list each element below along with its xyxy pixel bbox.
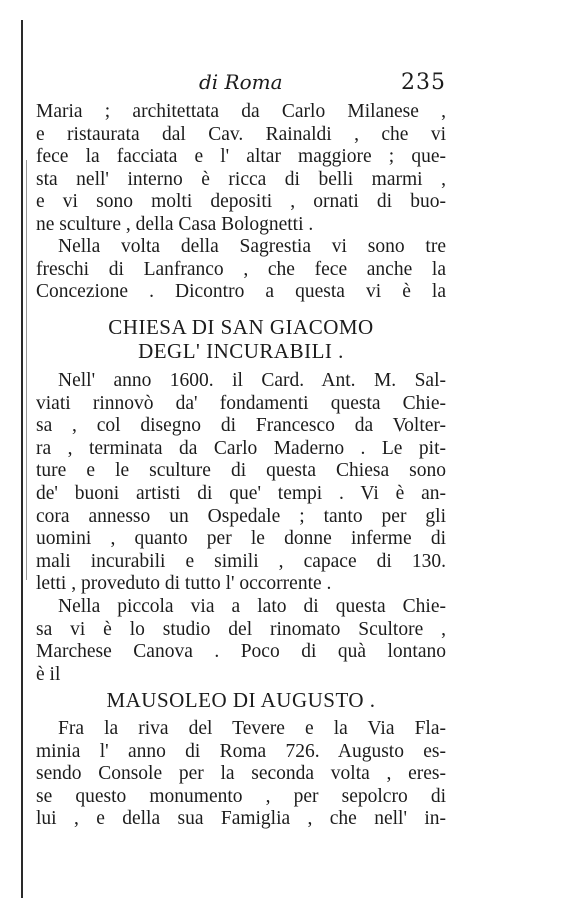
section-heading-san-giacomo — [36, 315, 446, 363]
text-line: de' buoni artisti di que' tempi . Vi è an- — [36, 482, 446, 504]
running-head — [36, 70, 446, 104]
text-line: uomini , quanto per le donne inferme di — [36, 528, 446, 550]
text-line: freschi di Lanfranco , che fece anche la — [36, 258, 446, 280]
paragraph-santa-maria-continuation — [36, 101, 446, 237]
text-line: letti , proveduto di tutto l' occorrente . — [36, 573, 332, 595]
paragraph-sagrestia — [36, 236, 446, 304]
heading-line: CHIESA DI SAN GIACOMO — [108, 315, 374, 339]
text-line: e ristaurata dal Cav. Rainaldi , che vi — [36, 123, 446, 145]
running-head-title: di Roma — [199, 70, 283, 94]
text-line: Marchese Canova . Poco di quà lontano — [36, 641, 446, 663]
text-line: Maria ; architettata da Carlo Milanese , — [36, 101, 446, 122]
text-line: Nell' anno 1600. il Card. Ant. M. Sal- — [58, 370, 446, 391]
text-line: sa , col disegno di Francesco da Volter- — [36, 415, 446, 437]
page-gutter-edge — [21, 20, 23, 898]
text-line: Fra la riva del Tevere e la Via Fla- — [58, 718, 446, 739]
text-line: fece la facciata e l' altar maggiore ; que- — [36, 146, 446, 168]
text-line: cora annesso un Ospedale ; tanto per gli — [36, 505, 446, 527]
page-gutter-shadow — [26, 160, 27, 580]
text-line: sta nell' interno è ricca di belli marmi , — [36, 168, 446, 190]
text-line: sendo Console per la seconda volta , eres- — [36, 763, 446, 785]
text-line: ture e le sculture di questa Chiesa sono — [36, 460, 446, 482]
text-line: è il — [36, 663, 61, 685]
text-line: ne sculture , della Casa Bolognetti . — [36, 213, 314, 235]
text-line: Nella piccola via a lato di questa Chie- — [58, 596, 446, 617]
paragraph-canova-studio — [36, 596, 446, 686]
heading-line: MAUSOLEO DI AUGUSTO . — [106, 688, 376, 712]
text-line: ra , terminata da Carlo Maderno . Le pit- — [36, 437, 446, 459]
text-line: e vi sono molti depositi , ornati di buo- — [36, 191, 446, 213]
text-line: se questo monumento , per sepolcro di — [36, 785, 446, 807]
paragraph-san-giacomo — [36, 370, 446, 596]
text-line: Concezione . Dicontro a questa vi è la — [36, 281, 446, 303]
text-line: sa vi è lo studio del rinomato Scultore , — [36, 618, 446, 640]
text-line: Nella volta della Sagrestia vi sono tre — [58, 236, 446, 257]
section-heading-mausoleo — [36, 688, 446, 712]
paragraph-mausoleo — [36, 718, 446, 831]
text-line: minia l' anno di Roma 726. Augusto es- — [36, 740, 446, 762]
text-line: lui , e della sua Famiglia , che nell' in- — [36, 808, 446, 830]
text-line: viati rinnovò da' fondamenti questa Chie- — [36, 392, 446, 414]
text-line: mali incurabili e simili , capace di 130. — [36, 550, 446, 572]
heading-line: DEGL' INCURABILI . — [138, 339, 344, 363]
page-number: 235 — [401, 70, 446, 95]
